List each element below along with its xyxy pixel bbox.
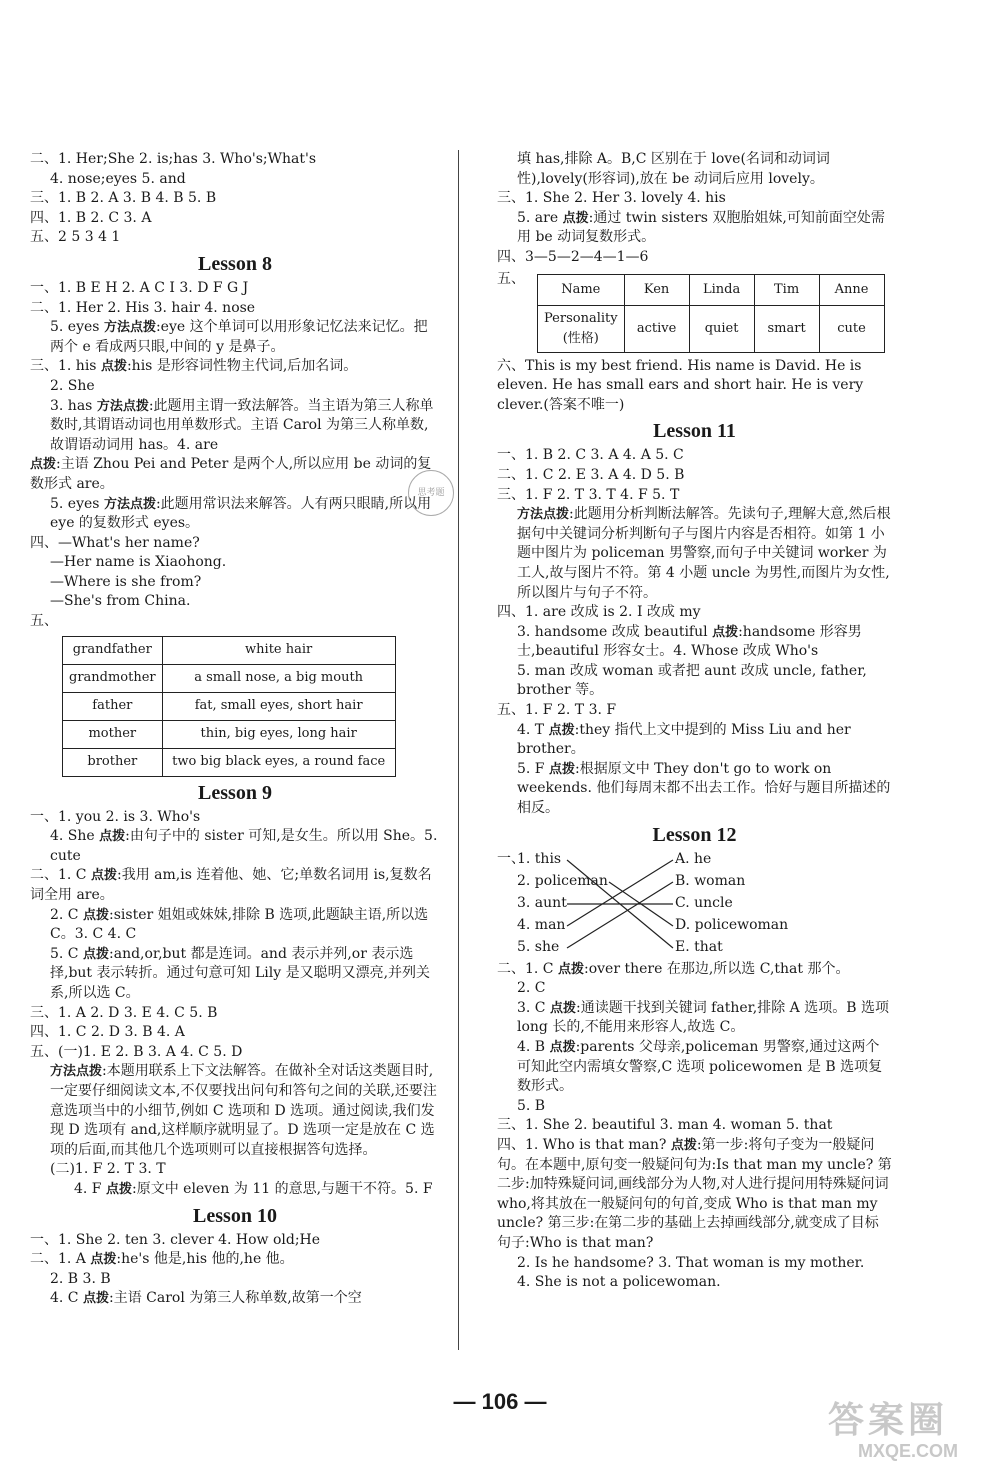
- table-cell: mother: [63, 720, 163, 748]
- table-header-cell: Name: [538, 274, 625, 305]
- table-cell: active: [624, 305, 689, 352]
- dialog-line: —Where is she from?: [50, 573, 202, 590]
- explanation: 5. eyes 方法点拨:eye 这个单词可以用形象记忆法来记忆。把两个 e 看成两只眼,中间的 y 是鼻子。: [50, 319, 428, 355]
- question-label: 五、: [497, 270, 525, 287]
- question-label: 一、: [497, 850, 525, 867]
- text-line: 一、1. B E H 2. A C I 3. D F G J: [30, 279, 249, 296]
- text-line: 五、2 5 3 4 1: [30, 229, 121, 246]
- text-line: 一、1. you 2. is 3. Who's: [30, 808, 201, 825]
- explanation: 5. are 点拨:通过 twin sisters 双胞胎姐妹,可知前面空处需用 be 动词复数形式。: [517, 209, 885, 246]
- watermark-url: MXQE.COM: [858, 1441, 959, 1461]
- table-row: [63, 636, 396, 664]
- dialog-line: —She's from China.: [50, 593, 191, 610]
- text-line: 三、1. B 2. A 3. B 4. B 5. B: [30, 190, 217, 207]
- table-cell: cute: [819, 305, 884, 352]
- text-line: 四、1. B 2. C 3. A: [30, 209, 152, 226]
- left-column: [30, 150, 440, 1309]
- text-line: 4. She is not a policewoman.: [517, 1274, 721, 1291]
- table-row: [63, 720, 396, 748]
- table-cell: brother: [63, 748, 163, 776]
- text-line: 2. Is he handsome? 3. That woman is my mother.: [517, 1254, 865, 1271]
- explanation: 三、1. his 点拨:his 是形容词性物主代词,后加名词。: [30, 358, 358, 375]
- match-line: [567, 860, 673, 926]
- match-right-item: D. policewoman: [675, 916, 789, 933]
- column-divider: [458, 150, 459, 1350]
- text-line: 三、1. A 2. D 3. E 4. C 5. B: [30, 1004, 218, 1021]
- explanation: 点拨:主语 Zhou Pei and Peter 是两个人,所以应用 be 动词的复数形式 are。: [30, 456, 432, 492]
- table-row: [538, 305, 885, 352]
- question-label: 五、: [30, 613, 58, 630]
- match-left-item: 1. this: [517, 850, 562, 867]
- text-line: 一、1. B 2. C 3. A 4. A 5. C: [497, 447, 684, 464]
- explanation: 填 has,排除 A。B,C 区别在于 love(名词和动词词性),lovely(形容词),放在 be 动词后应用 lovely。: [517, 151, 830, 187]
- text-line: 二、1. Her 2. His 3. hair 4. nose: [30, 299, 256, 316]
- match-left-item: 5. she: [517, 938, 560, 955]
- table-cell: two big black eyes, a round face: [162, 748, 395, 776]
- match-right-item: C. uncle: [675, 894, 733, 911]
- explanation: 方法点拨:此题用分析判断法解答。先读句子,理解大意,然后根据句中关键词分析判断句子与图片内容是否相符。如第 1 小题中图片为 policeman 男警察,而句子中关键词 worker 为工人,故与图片不符。第 4 小题 uncle 为男性,而图片为女性,所以图片与句子不符。: [517, 506, 891, 601]
- table-cell: white hair: [162, 636, 395, 664]
- text-line: 二、1. Her;She 2. is;has 3. Who's;What's: [30, 151, 317, 167]
- explanation: 4. B 点拨:parents 父母亲,policeman 男警察,通过这两个可知此空内需填女警察,C 选项 policewomen 是 B 选项复数形式。: [517, 1039, 883, 1095]
- page-number: — 106 —: [453, 1389, 547, 1414]
- match-left-item: 3. aunt: [517, 894, 567, 911]
- text-line: 一、1. She 2. ten 3. clever 4. How old;He: [30, 1231, 321, 1248]
- table-cell: a small nose, a big mouth: [162, 664, 395, 692]
- table-header-cell: Anne: [819, 274, 884, 305]
- match-right-item: A. he: [675, 850, 712, 867]
- explanation: 3. has 方法点拨:此题用主谓一致法解答。当主语为第三人称单数时,其谓语动词也用单数形式。主语 Carol 为第三人称单数,故谓语动词用 has。4. are: [50, 397, 434, 453]
- table-cell: grandmother: [63, 664, 163, 692]
- explanation: 4. F 点拨:原文中 eleven 为 11 的意思,与题干不符。5. F: [74, 1180, 433, 1197]
- match-left-item: 4. man: [517, 916, 566, 933]
- text-line: 二、1. C 2. E 3. A 4. D 5. B: [497, 466, 685, 483]
- explanation: 5. F 点拨:根据原文中 They don't go to work on weekends. 他们每周末都不出去工作。恰好与题目所描述的相反。: [517, 760, 891, 817]
- lesson-12-title: Lesson 12: [652, 823, 737, 846]
- explanation: 4. C 点拨:主语 Carol 为第三人称单数,故第一个空: [50, 1290, 362, 1307]
- text-line: 四、1. are 改成 is 2. I 改成 my: [497, 604, 701, 621]
- lesson-11-title: Lesson 11: [653, 420, 736, 443]
- stamp-mark: 思考题: [408, 470, 454, 516]
- watermark-logo: [828, 1400, 988, 1466]
- match-right-item: B. woman: [675, 872, 746, 889]
- explanation: 二、1. C 点拨:over there 在那边,所以选 C,that 那个。: [497, 960, 850, 977]
- explanation: 方法点拨:本题用联系上下文法解答。在做补全对话这类题目时,一定要仔细阅读文本,不仅要找出问句和答句之间的关联,还要注意选项当中的小细节,例如 C 选项和 D 选项。通过阅读,我们发现 D 选项有 and,这样顺序就明显了。D 选项一定是放在 C 选项的后面,而其他几个选项则可以直接根据答句选择。: [50, 1063, 437, 1158]
- page-number-value: 106: [481, 1389, 519, 1414]
- explanation: 2. C 点拨:sister 姐姐或妹妹,排除 B 选项,此题缺主语,所以选 C。3. C 4. C: [50, 906, 429, 943]
- dialog-line: 四、—What's her name?: [30, 534, 200, 551]
- explanation: 四、1. Who is that man? 点拨:第一步:将句子变为一般疑问句。在本题中,原句变一般疑问句为:Is that man my uncle? 第二步:加特殊疑问词,画线部分为人物,对人进行提问用特殊疑问词 who,将其放在一般疑问句的句首,变成 Who is that man my uncle? 第三步:在第二步的基础上去掉画线部分,就变成了目标句子:Who is that man?: [497, 1136, 892, 1251]
- lesson-8-title: Lesson 8: [198, 252, 272, 275]
- lesson-10-title: Lesson 10: [193, 1204, 277, 1227]
- explanation: 4. T 点拨:they 指代上文中提到的 Miss Liu and her brother。: [517, 721, 851, 758]
- explanation: 六、This is my best friend. His name is David. He is eleven. He has small ears and short hair. He is very clever.(答案不唯一): [497, 357, 864, 413]
- text-line: 2. C: [517, 980, 546, 997]
- table-row: [63, 664, 396, 692]
- text-line: 2. B 3. B: [50, 1270, 111, 1287]
- table-cell: father: [63, 692, 163, 720]
- table-cell: quiet: [689, 305, 754, 352]
- text-line: 五、(一)1. E 2. B 3. A 4. C 5. D: [30, 1043, 243, 1060]
- family-table: [62, 636, 396, 777]
- text-line: 三、1. F 2. T 3. T 4. F 5. T: [497, 486, 680, 503]
- text-line: 三、1. She 2. Her 3. lovely 4. his: [497, 190, 726, 207]
- table-row: [63, 748, 396, 776]
- explanation: 5. C 点拨:and,or,but 都是连词。and 表示并列,or 表示选择,but 表示转折。通过句意可知 Lily 是又聪明又漂亮,并列关系,所以选 C。: [50, 945, 431, 1001]
- text-line: 5. B: [517, 1097, 546, 1114]
- table-cell: grandfather: [63, 636, 163, 664]
- explanation: 二、1. A 点拨:he's 他是,his 他的,he 他。: [30, 1251, 294, 1268]
- text-line: (二)1. F 2. T 3. T: [50, 1161, 166, 1178]
- text-line: 2. She: [50, 377, 95, 394]
- text-line: 四、3—5—2—4—1—6: [497, 248, 649, 265]
- match-right-item: E. that: [675, 938, 723, 955]
- text-line: 四、1. C 2. D 3. B 4. A: [30, 1024, 185, 1041]
- explanation: 5. man 改成 woman 或者把 aunt 改成 uncle, father, brother 等。: [517, 662, 867, 699]
- match-left-item: 2. policeman: [517, 872, 608, 889]
- explanation: 二、1. C 点拨:我用 am,is 连着他、她、它;单数名词用 is,复数名词全用 are。: [30, 867, 432, 904]
- explanation: 3. handsome 改成 beautiful 点拨:handsome 形容男士,beautiful 形容女士。4. Whose 改成 Who's: [517, 623, 862, 660]
- explanation: 5. eyes 方法点拨:此题用常识法来解答。人有两只眼睛,所以用 eye 的复数形式 eyes。: [50, 495, 432, 532]
- table-cell: thin, big eyes, long hair: [162, 720, 395, 748]
- table-row: [63, 692, 396, 720]
- table-header-cell: Linda: [689, 274, 754, 305]
- matching-exercise: [497, 850, 892, 960]
- table-row: [538, 274, 885, 305]
- personality-table-block: [497, 270, 892, 353]
- matching-lines: [497, 850, 677, 960]
- table-cell: fat, small eyes, short hair: [162, 692, 395, 720]
- personality-table: [537, 274, 885, 353]
- right-column: [497, 150, 892, 1293]
- dialog-line: —Her name is Xiaohong.: [50, 554, 227, 571]
- text-line: 4. nose;eyes 5. and: [50, 170, 186, 187]
- watermark-text: 答案圈: [828, 1399, 949, 1440]
- text-line: 五、1. F 2. T 3. F: [497, 702, 617, 719]
- explanation: 3. C 点拨:通读题干找到关键词 father,排除 A 选项。B 选项 long 长的,不能用来形容人,故选 C。: [517, 999, 889, 1036]
- table-header-cell: Tim: [754, 274, 819, 305]
- lesson-9-title: Lesson 9: [198, 781, 272, 804]
- table-cell: Personality (性格): [538, 305, 625, 352]
- explanation: 4. She 点拨:由句子中的 sister 可知,是女生。所以用 She。5. cute: [50, 828, 438, 864]
- table-cell: smart: [754, 305, 819, 352]
- text-line: 三、1. She 2. beautiful 3. man 4. woman 5. that: [497, 1117, 833, 1134]
- table-header-cell: Ken: [624, 274, 689, 305]
